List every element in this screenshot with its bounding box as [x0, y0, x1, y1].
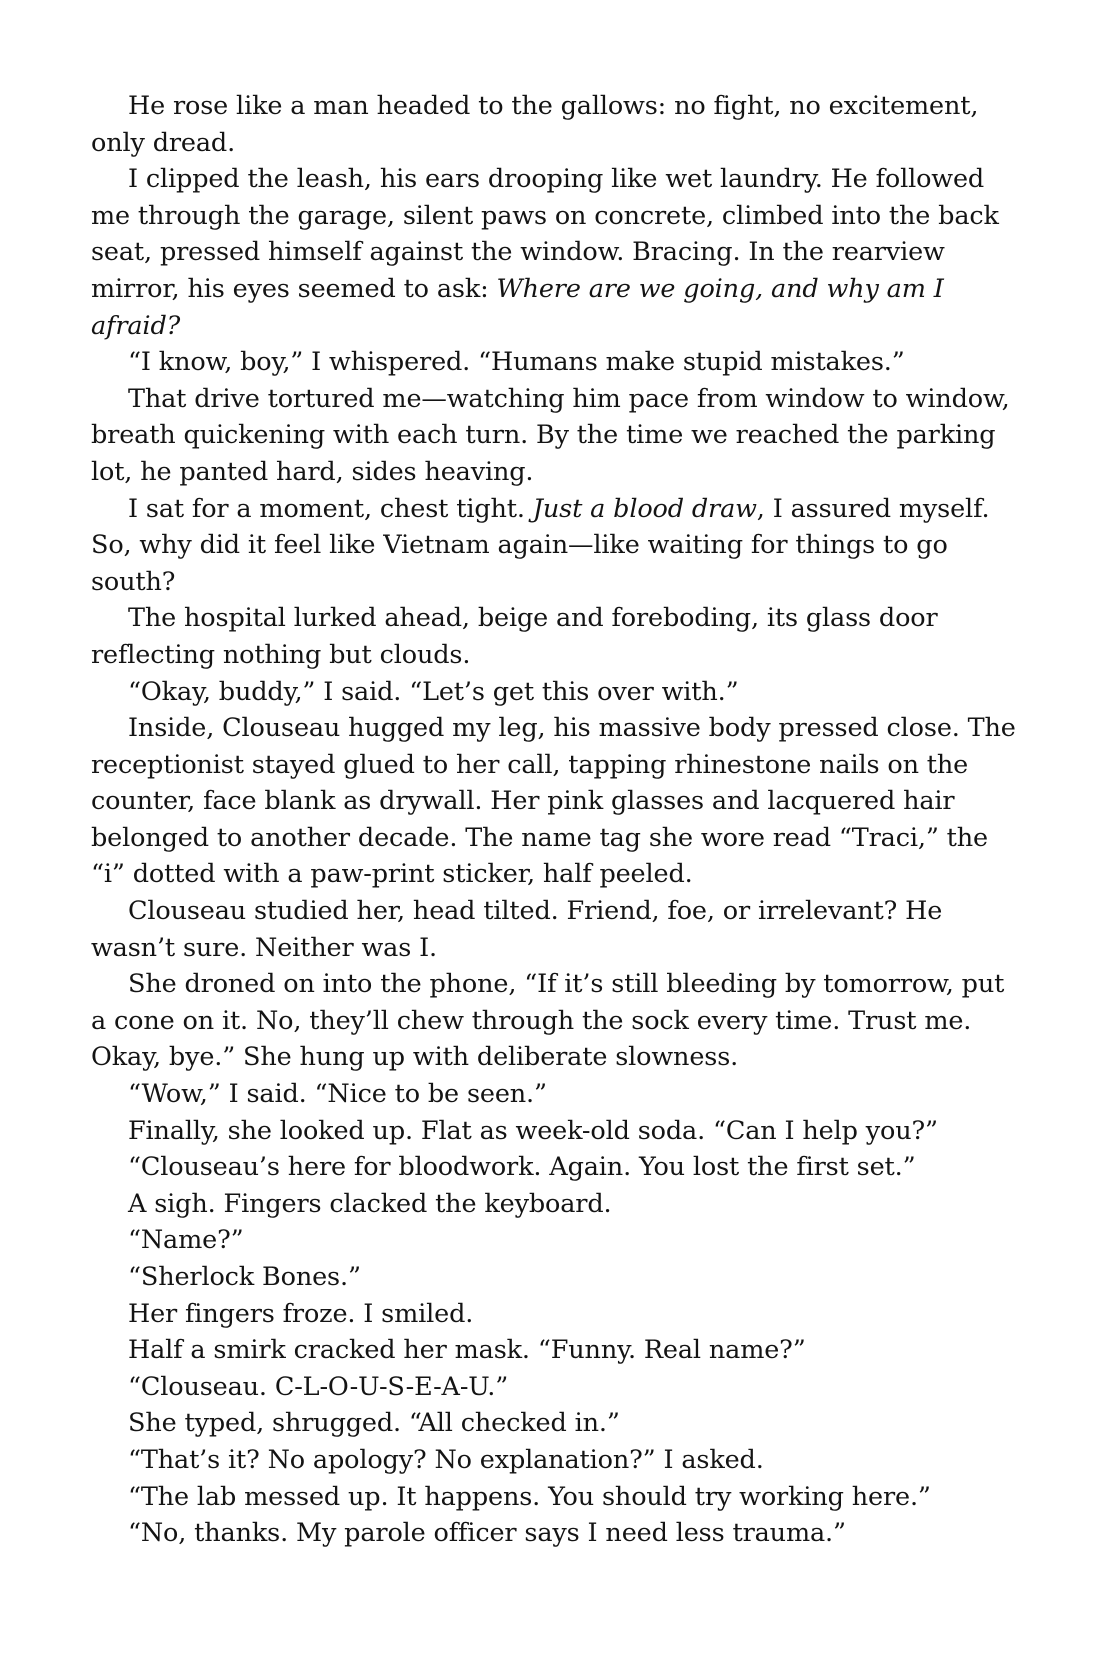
text-run: I clipped the leash, his ears drooping like wet laundry. He followed me through the garage, silent paws on concrete, climbed into the back seat, pressed himself against the window. Bracing. In the rearview mirror, his eyes seemed to ask: — [91, 164, 999, 304]
text-run: She typed, shrugged. “All checked in.” — [128, 1408, 620, 1439]
paragraph — [91, 1405, 1021, 1442]
text-run: Half a smirk cracked her mask. “Funny. Real name?” — [128, 1335, 806, 1366]
text-run: “Clouseau. C-L-O-U-S-E-A-U.” — [128, 1371, 509, 1402]
paragraph — [91, 344, 1021, 381]
text-run: “Clouseau’s here for bloodwork. Again. You lost the first set.” — [128, 1152, 916, 1183]
paragraph — [91, 1515, 1021, 1552]
text-run: “No, thanks. My parole officer says I need less trauma.” — [128, 1518, 846, 1549]
paragraph — [91, 1296, 1021, 1333]
text-run: Finally, she looked up. Flat as week-old soda. “Can I help you?” — [128, 1115, 938, 1146]
text-run: “The lab messed up. It happens. You should try working here.” — [128, 1481, 931, 1512]
text-run: He rose like a man headed to the gallows: no fight, no excitement, only dread. — [91, 91, 979, 158]
paragraph — [91, 966, 1021, 1076]
text-run: Inside, Clouseau hugged my leg, his massive body pressed close. The receptionist stayed glued to her call, tapping rhinestone nails on the counter, face blank as drywall. Her pink glasses and lacquered hair belonged to another decade. The name tag she wore read “Traci,” the “i” dotted with a paw-print sticker, half peeled. — [91, 713, 1016, 890]
paragraph — [91, 1149, 1021, 1186]
paragraph — [91, 1222, 1021, 1259]
italic-text-run: Just a blood draw — [532, 493, 757, 524]
paragraph — [91, 1259, 1021, 1296]
paragraph — [91, 1442, 1021, 1479]
italic-text-run: Where are we going, and why am I afraid? — [91, 273, 944, 341]
text-run: , I assured myself. So, why did it feel like Vietnam again—like waiting for things to go south? — [91, 493, 990, 597]
paragraph — [91, 1332, 1021, 1369]
paragraph — [91, 674, 1021, 711]
text-run: “Name?” — [128, 1225, 244, 1256]
paragraph — [91, 88, 1021, 161]
text-run: Her fingers froze. I smiled. — [128, 1298, 474, 1329]
paragraph — [91, 710, 1021, 893]
text-run: I sat for a moment, chest tight. — [128, 493, 533, 524]
text-run: Clouseau studied her, head tilted. Friend, foe, or irrelevant? He wasn’t sure. Neither was I. — [91, 896, 943, 963]
paragraph — [91, 161, 1021, 344]
text-run: “Sherlock Bones.” — [128, 1262, 361, 1292]
paragraph — [91, 1479, 1021, 1516]
text-run: “Wow,” I said. “Nice to be seen.” — [128, 1079, 547, 1110]
paragraph — [91, 381, 1021, 491]
paragraph — [91, 491, 1021, 601]
paragraph — [91, 600, 1021, 673]
paragraph — [91, 1076, 1021, 1113]
text-run: “I know, boy,” I whispered. “Humans make stupid mistakes.” — [128, 347, 905, 378]
paragraph — [91, 893, 1021, 966]
text-run: A sigh. Fingers clacked the keyboard. — [128, 1188, 612, 1219]
text-run: That drive tortured me—watching him pace from window to window, breath quickening with each turn. By the time we reached the parking lot, he panted hard, sides heaving. — [91, 383, 1010, 487]
text-run: “Okay, buddy,” I said. “Let’s get this over with.” — [128, 676, 739, 707]
text-run: The hospital lurked ahead, beige and foreboding, its glass door reflecting nothing but clouds. — [91, 603, 938, 670]
paragraph — [91, 1186, 1021, 1223]
paragraph — [91, 1369, 1021, 1406]
paragraph — [91, 1113, 1021, 1150]
text-run: “That’s it? No apology? No explanation?” I asked. — [128, 1444, 764, 1475]
book-page-body — [91, 88, 1021, 1552]
text-run: She droned on into the phone, “If it’s still bleeding by tomorrow, put a cone on it. No, they’ll chew through the sock every time. Trust me. Okay, bye.” She hung up with deliberate slowness. — [91, 969, 1005, 1073]
